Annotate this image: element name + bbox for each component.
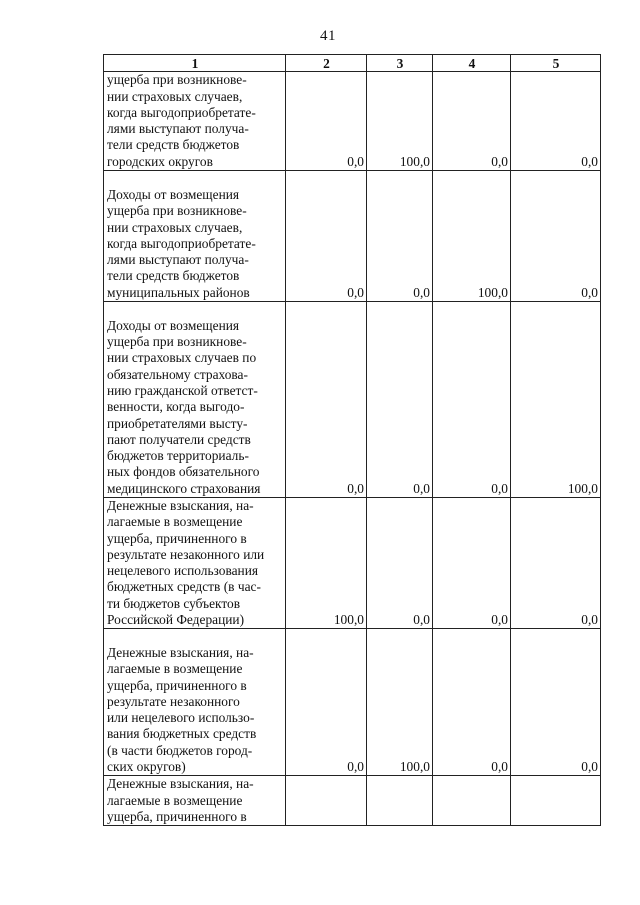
row-value: 100,0 [286,498,367,629]
table-row [104,72,601,171]
row-value: 0,0 [367,498,433,629]
column-header: 2 [286,55,367,72]
row-value: 0,0 [511,171,601,302]
revenue-distribution-table [103,54,601,826]
row-value [286,776,367,826]
column-header: 4 [433,55,511,72]
row-value: 0,0 [433,629,511,776]
row-description: Денежные взыскания, на- лагаемые в возмещение ущерба, причиненного в результате незаконного или нецелевого использо- вания бюджетных средств (в части бюджетов город- ских округов) [104,629,286,776]
row-value: 0,0 [286,302,367,498]
table-row [104,629,601,776]
row-value: 0,0 [367,302,433,498]
row-description: Денежные взыскания, на- лагаемые в возмещение ущерба, причиненного в результате незаконного или нецелевого использования бюджетных средств (в час- ти бюджетов субъектов Российской Федерации) [104,498,286,629]
row-value: 0,0 [511,498,601,629]
row-value: 0,0 [367,171,433,302]
table-row [104,171,601,302]
row-value: 0,0 [433,498,511,629]
table-row [104,498,601,629]
row-value: 0,0 [433,302,511,498]
row-value [433,776,511,826]
column-header: 1 [104,55,286,72]
row-description: Доходы от возмещения ущерба при возникнове- нии страховых случаев по обязательному страхова- нию гражданской ответст- венности, когда выгодо- приобретателями высту- пают получатели средств бюджетов территориаль- ных фондов обязательного медицинского страхования [104,302,286,498]
page-number: 41 [320,28,336,44]
column-header: 3 [367,55,433,72]
column-header: 5 [511,55,601,72]
row-value [511,776,601,826]
row-value: 0,0 [286,171,367,302]
row-value: 100,0 [367,629,433,776]
table-header-row [104,55,601,72]
row-description: ущерба при возникнове- нии страховых случаев, когда выгодоприобретате- лями выступают получа- тели средств бюджетов городских округов [104,72,286,171]
row-value: 100,0 [511,302,601,498]
row-value: 100,0 [367,72,433,171]
row-value: 0,0 [286,629,367,776]
table-row [104,776,601,826]
row-value [367,776,433,826]
row-value: 0,0 [511,629,601,776]
row-value: 100,0 [433,171,511,302]
row-value: 0,0 [511,72,601,171]
row-value: 0,0 [433,72,511,171]
table-row [104,302,601,498]
row-description: Доходы от возмещения ущерба при возникнове- нии страховых случаев, когда выгодоприобретате- лями выступают получа- тели средств бюджетов муниципальных районов [104,171,286,302]
row-value: 0,0 [286,72,367,171]
row-description: Денежные взыскания, на- лагаемые в возмещение ущерба, причиненного в [104,776,286,826]
